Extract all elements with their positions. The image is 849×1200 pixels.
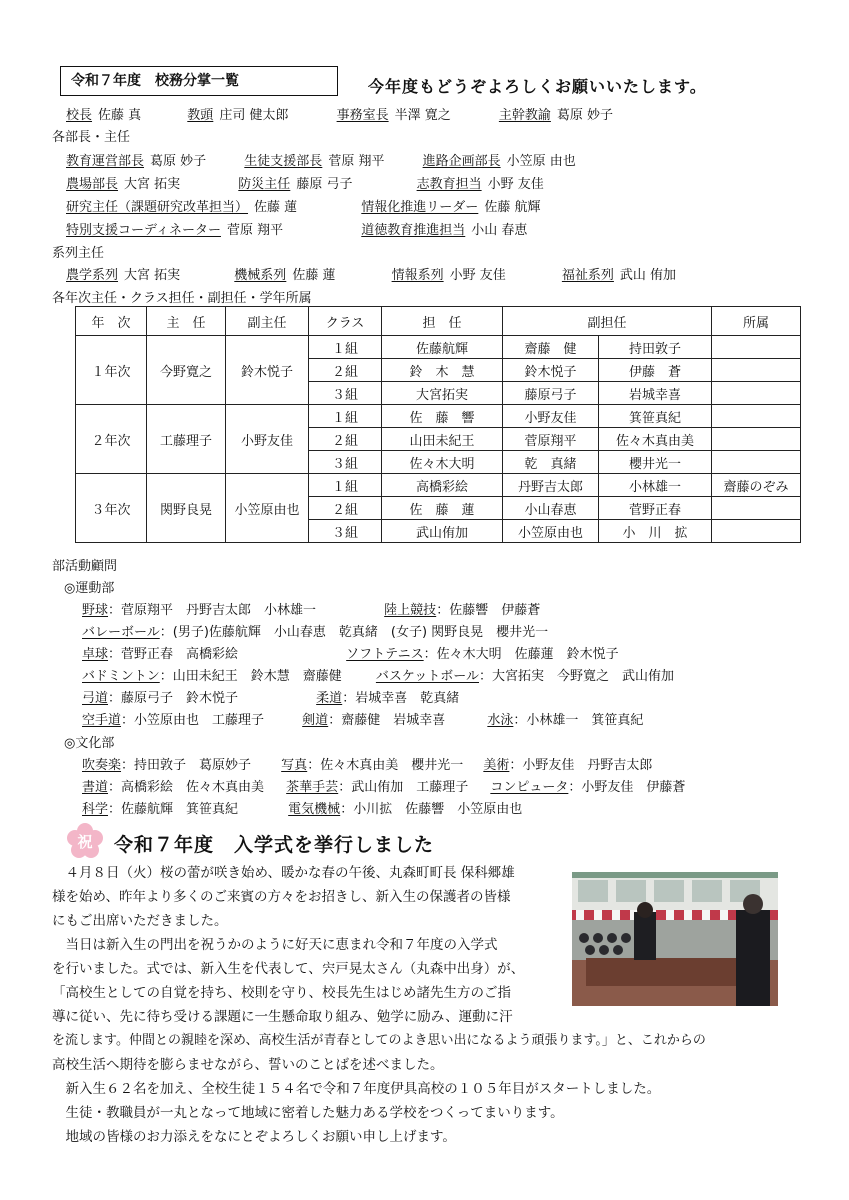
table-header-row [76, 307, 801, 336]
class-table [75, 306, 801, 543]
class-cell: ３組 [309, 520, 382, 543]
celebration-badge-icon [66, 822, 104, 860]
grade-cell: ２年次 [76, 405, 147, 474]
homeroom-cell: 大宮拓実 [382, 382, 503, 405]
sub1-cell: 乾 真緒 [503, 451, 599, 474]
header-chief: 主 任 [147, 307, 226, 336]
series-row: 農学系列 大宮 拓実 機械系列 佐藤 蓮 情報系列 小野 友佳 福祉系列 武山 侑加 [66, 268, 677, 283]
header-class: クラス [309, 307, 382, 336]
sub1-cell: 菅原翔平 [503, 428, 599, 451]
table-row [76, 336, 801, 359]
sub1-cell: 鈴木悦子 [503, 359, 599, 382]
article-line: を流します。仲間との親睦を深め、高校生活が青春としてのよき思い出になるよう頑張ります。」と、これからの [52, 1033, 706, 1048]
article-title: 令和７年度 入学式を挙行しました [114, 834, 435, 856]
table-row [76, 474, 801, 497]
article-line: 様を始め、昨年より多くのご来賓の方々をお招きし、新入生の保護者の皆様 [52, 889, 511, 905]
sports-row-6: 空手道：小笠原由也 工藤理子 剣道：齋藤健 岩城幸喜 水泳：小林雄一 箕笹真紀 [82, 713, 644, 728]
homeroom-cell: 山田未紀王 [382, 428, 503, 451]
header-sub: 副担任 [503, 307, 712, 336]
sub2-cell: 岩城幸喜 [599, 382, 712, 405]
affil-cell [712, 497, 801, 520]
class-cell: ２組 [309, 359, 382, 382]
dept-row-3: 研究主任（課題研究改革担当） 佐藤 蓮 情報化推進リーダー 佐藤 航輝 [66, 200, 541, 215]
sub2-cell: 佐々木真由美 [599, 428, 712, 451]
class-cell: ３組 [309, 382, 382, 405]
header-homeroom: 担 任 [382, 307, 503, 336]
sub2-cell: 小 川 拡 [599, 520, 712, 543]
badge-char: 祝 [77, 833, 93, 851]
class-cell: １組 [309, 336, 382, 359]
class-cell: ２組 [309, 497, 382, 520]
article-line: 高校生活へ期待を膨らませながら、誓いのことばを述べました。 [52, 1057, 444, 1073]
class-cell: ３組 [309, 451, 382, 474]
sub1-cell: 小野友佳 [503, 405, 599, 428]
sports-row-2: バレーボール：(男子)佐藤航輝 小山春恵 乾真緒 (女子) 関野良晃 櫻井光一 [82, 625, 549, 640]
article-line: 地域の皆様のお力添えをなにとぞよろしくお願い申し上げます。 [52, 1129, 456, 1145]
vice-cell: 小野友佳 [226, 405, 309, 474]
sports-row-1: 野球：菅原翔平 丹野吉太郎 小林雄一 陸上競技：佐藤響 伊藤蒼 [82, 603, 541, 618]
chief-cell: 工藤理子 [147, 405, 226, 474]
dept-row-1: 教育運営部長 葛原 妙子 生徒支援部長 菅原 翔平 進路企画部長 小笠原 由也 [66, 154, 576, 169]
class-cell: ２組 [309, 428, 382, 451]
vice-cell: 鈴木悦子 [226, 336, 309, 405]
sub2-cell: 伊藤 蒼 [599, 359, 712, 382]
grade-cell: ３年次 [76, 474, 147, 543]
article-line: を行いました。式では、新入生を代表して、宍戸晃太さん（丸森中出身）が、 [52, 961, 525, 977]
sub2-cell: 菅野正春 [599, 497, 712, 520]
homeroom-cell: 佐々木大明 [382, 451, 503, 474]
homeroom-cell: 鈴 木 慧 [382, 359, 503, 382]
sports-row-5: 弓道：藤原弓子 鈴木悦子 柔道：岩城幸喜 乾真緒 [82, 691, 460, 706]
sports-heading: ◎運動部 [64, 581, 115, 596]
dept-row-2: 農場部長 大宮 拓実 防災主任 藤原 弓子 志教育担当 小野 友佳 [66, 177, 544, 192]
sub1-cell: 丹野吉太郎 [503, 474, 599, 497]
affil-cell: 齋藤のぞみ [712, 474, 801, 497]
culture-heading: ◎文化部 [64, 736, 115, 751]
chief-cell: 関野良晃 [147, 474, 226, 543]
sports-row-3: 卓球：菅野正春 高橋彩絵 ソフトテニス：佐々木大明 佐藤蓮 鈴木悦子 [82, 647, 619, 662]
affil-cell [712, 382, 801, 405]
culture-row-1: 吹奏楽：持田敦子 葛原妙子 写真：佐々木真由美 櫻井光一 美術：小野友佳 丹野吉太郎 [82, 758, 653, 773]
affil-cell [712, 405, 801, 428]
article-line: 当日は新入生の門出を祝うかのように好天に恵まれ令和７年度の入学式 [52, 937, 498, 953]
homeroom-cell: 佐 藤 響 [382, 405, 503, 428]
article-line: ４月８日（火）桜の蕾が咲き始め、暖かな春の午後、丸森町町長 保科郷雄 [52, 865, 515, 881]
chief-cell: 今野寛之 [147, 336, 226, 405]
header-vice: 副主任 [226, 307, 309, 336]
sports-row-4: バドミントン：山田未紀王 鈴木慧 齋藤健 バスケットボール：大宮拓実 今野寛之 武山侑加 [82, 669, 675, 684]
sub1-cell: 齋藤 健 [503, 336, 599, 359]
sub2-cell: 櫻井光一 [599, 451, 712, 474]
sub1-cell: 藤原弓子 [503, 382, 599, 405]
header-affil: 所属 [712, 307, 801, 336]
top-staff-row: 校長 佐藤 真 教頭 庄司 健太郎 事務室長 半澤 寛之 主幹教諭 葛原 妙子 [66, 108, 614, 123]
grade-cell: １年次 [76, 336, 147, 405]
vice-cell: 小笠原由也 [226, 474, 309, 543]
dept-row-4: 特別支援コーディネーター 菅原 翔平 道徳教育推進担当 小山 春恵 [66, 223, 528, 238]
table-row [76, 405, 801, 428]
culture-row-2: 書道：高橋彩絵 佐々木真由美 茶華手芸：武山侑加 工藤理子 コンピュータ：小野友佳 伊藤蒼 [82, 780, 686, 795]
affil-cell [712, 336, 801, 359]
article-line: にもご出席いただきました。 [52, 913, 228, 929]
affil-cell [712, 428, 801, 451]
class-cell: １組 [309, 405, 382, 428]
homeroom-cell: 佐 藤 蓮 [382, 497, 503, 520]
affil-cell [712, 520, 801, 543]
header-grade: 年 次 [76, 307, 147, 336]
greeting: 今年度もどうぞよろしくお願いいたします。 [368, 77, 707, 96]
homeroom-cell: 武山侑加 [382, 520, 503, 543]
sub1-cell: 小笠原由也 [503, 520, 599, 543]
class-cell: １組 [309, 474, 382, 497]
homeroom-cell: 佐藤航輝 [382, 336, 503, 359]
article-line: 「高校生としての自覚を持ち、校則を守り、校長先生はじめ諸先生方のご指 [52, 985, 511, 1001]
article-line: 導に従い、先に待ち受ける課題に一生懸命取り組み、勉学に励み、運動に汗 [52, 1009, 513, 1025]
culture-row-3: 科学：佐藤航輝 箕笹真紀 電気機械：小川拡 佐藤響 小笠原由也 [82, 802, 523, 817]
class-heading: 各年次主任・クラス担任・副担任・学年所属 [52, 291, 312, 306]
sub1-cell: 小山春恵 [503, 497, 599, 520]
clubs-heading: 部活動顧問 [52, 559, 118, 574]
series-heading: 系列主任 [52, 246, 105, 261]
affil-cell [712, 359, 801, 382]
sub2-cell: 持田敦子 [599, 336, 712, 359]
sub2-cell: 小林雄一 [599, 474, 712, 497]
article-line: 生徒・教職員が一丸となって地域に密着した魅力ある学校をつくってまいります。 [52, 1105, 564, 1121]
title-box: 令和７年度 校務分掌一覧 [60, 66, 338, 96]
affil-cell [712, 451, 801, 474]
sub2-cell: 箕笹真紀 [599, 405, 712, 428]
ceremony-photo [572, 872, 778, 1006]
dept-heading: 各部長・主任 [52, 130, 131, 145]
homeroom-cell: 高橋彩絵 [382, 474, 503, 497]
article-line: 新入生６２名を加え、全校生徒１５４名で令和７年度伊具高校の１０５年目がスタートしました。 [52, 1081, 661, 1097]
